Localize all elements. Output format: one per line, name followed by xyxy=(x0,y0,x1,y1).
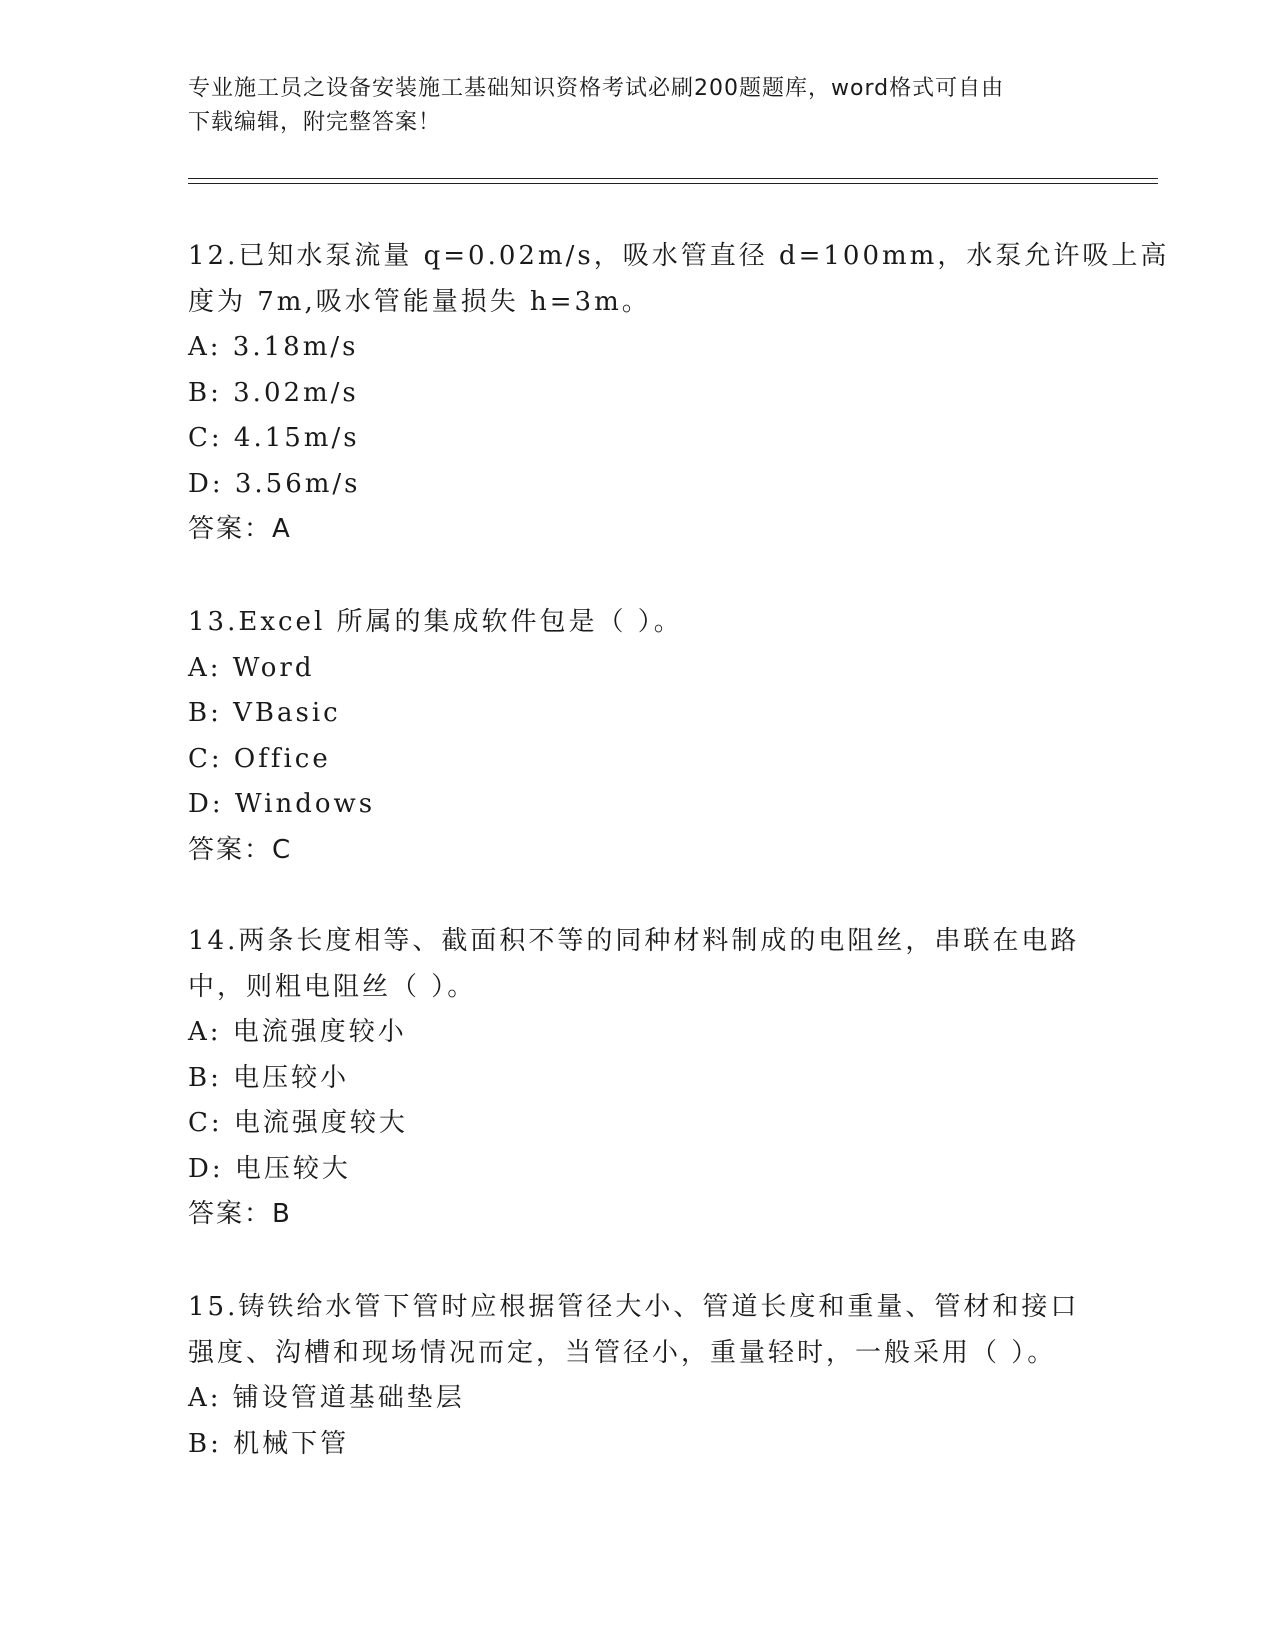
option-d: D: Windows xyxy=(188,789,376,819)
question-stem-line: 13.Excel 所属的集成软件包是（ ）。 xyxy=(188,607,683,637)
header-divider-top xyxy=(188,178,1158,179)
option-d: D: 电压较大 xyxy=(188,1153,351,1184)
question-stem-line: 度为 7m,吸水管能量损失 h=3m。 xyxy=(188,286,651,317)
option-c: C: 电流强度较大 xyxy=(188,1108,408,1138)
document-header xyxy=(188,72,1078,140)
option-a: A: 电流强度较小 xyxy=(188,1017,407,1047)
option-b: B: 3.02m/s xyxy=(188,377,359,408)
answer-text: 答案：B xyxy=(188,1199,292,1229)
option-d: D: 3.56m/s xyxy=(188,468,361,499)
option-b: B: 电压较小 xyxy=(188,1062,350,1093)
question-14 xyxy=(188,919,1088,1238)
question-12 xyxy=(188,234,1170,553)
option-a: A: 3.18m/s xyxy=(188,332,359,362)
option-a: A: Word xyxy=(188,652,315,683)
question-stem-line: 中，则粗电阻丝（ ）。 xyxy=(188,971,477,1002)
option-c: C: 4.15m/s xyxy=(188,423,360,453)
question-stem-line: 12.已知水泵流量 q=0.02m/s，吸水管直径 d=100mm，水泵允许吸上高 xyxy=(188,241,1170,271)
option-a: A: 铺设管道基础垫层 xyxy=(188,1383,465,1413)
option-c: C: Office xyxy=(188,743,331,774)
answer-text: 答案：C xyxy=(188,834,293,865)
header-line-2: 下载编辑，附完整答案！ xyxy=(188,110,442,135)
question-stem-line: 14.两条长度相等、截面积不等的同种材料制成的电阻丝，串联在电路 xyxy=(188,926,1080,956)
header-line-1: 专业施工员之设备安装施工基础知识资格考试必刷200题题库，word格式可自由 xyxy=(188,76,1005,101)
question-stem-line: 15.铸铁给水管下管时应根据管径大小、管道长度和重量、管材和接口 xyxy=(188,1292,1080,1322)
question-13 xyxy=(188,600,1088,873)
question-15 xyxy=(188,1285,1088,1467)
header-divider-bottom xyxy=(188,183,1158,184)
answer-text: 答案：A xyxy=(188,514,292,544)
option-b: B: 机械下管 xyxy=(188,1428,350,1459)
question-stem-line: 强度、沟槽和现场情况而定，当管径小，重量轻时，一般采用（ ）。 xyxy=(188,1337,1057,1368)
option-b: B: VBasic xyxy=(188,698,341,728)
